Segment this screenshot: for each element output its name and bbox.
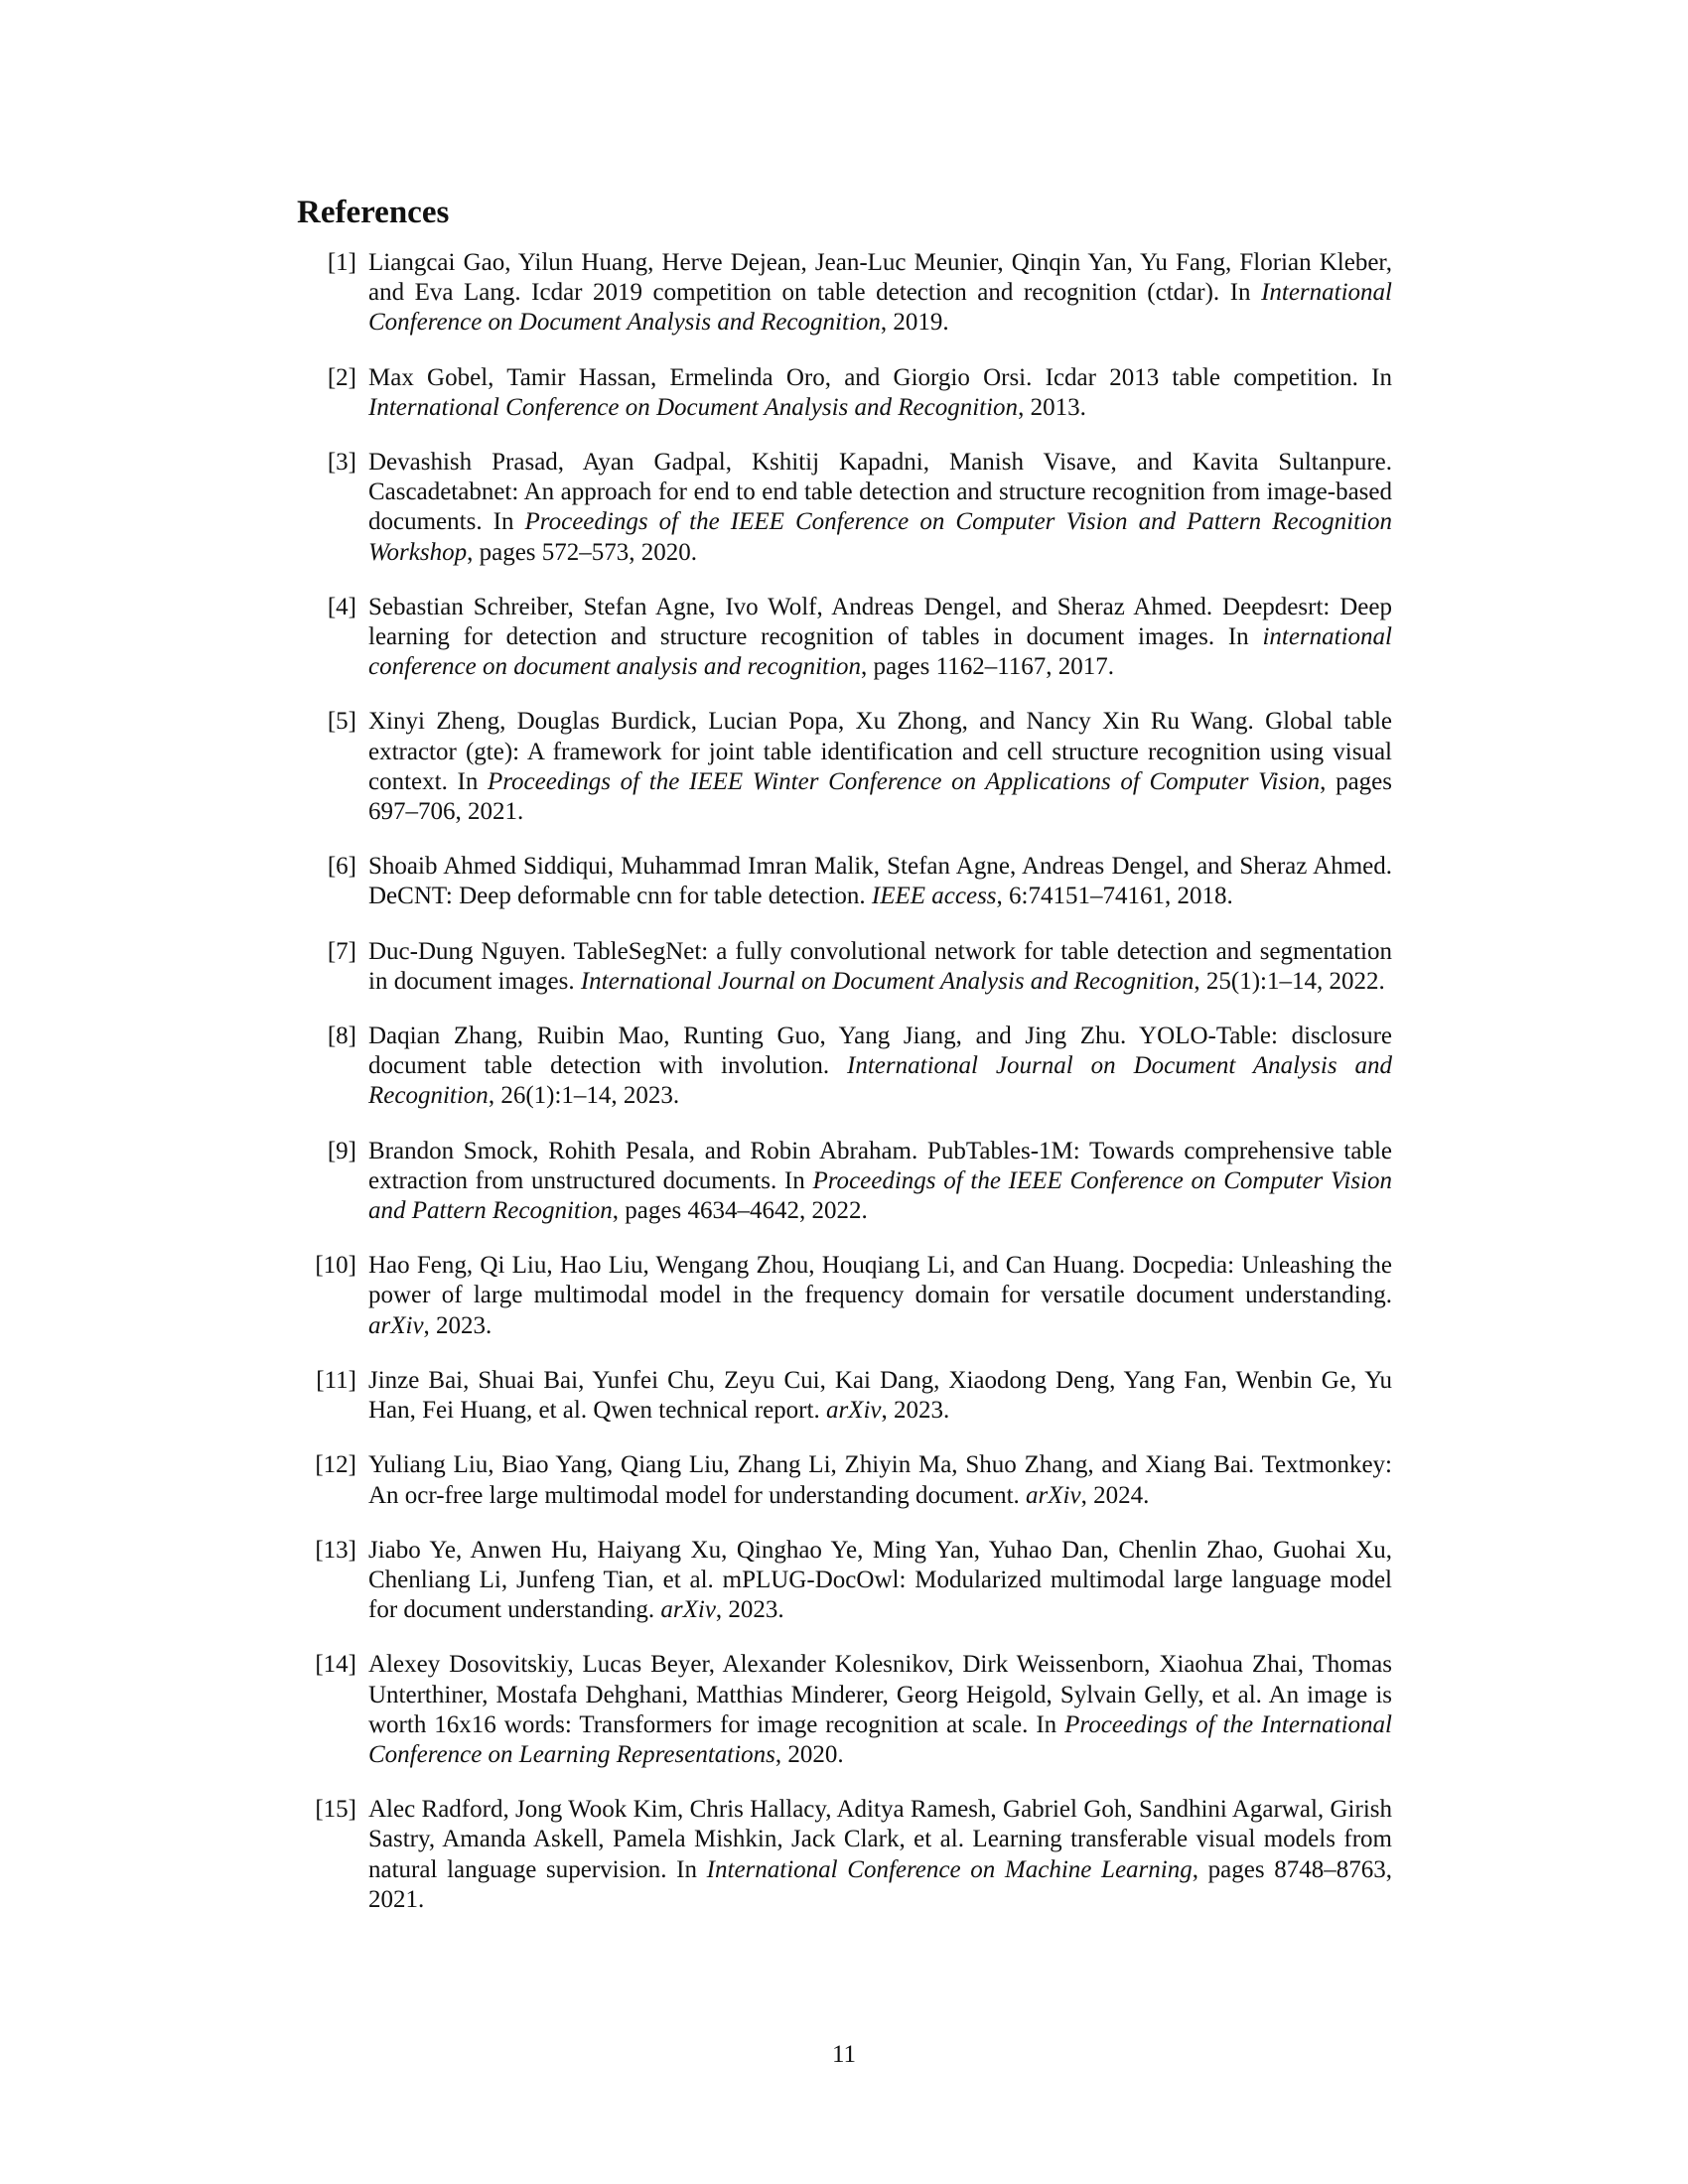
reference-details: , 2019. [880,309,949,337]
reference-details: , 2020. [774,1740,844,1768]
reference-details: , 2023. [881,1397,950,1425]
reference-authors-title: Alec Radford, Jong Wook Kim, Chris Hallacy, Aditya Ramesh, Gabriel Goh, Sandhini Agarwal, Girish Sastry, Amanda Askell, Pamela Mishkin, Jack Clark, et al. Learning transferable visual models from natural language supervision. In [368,1796,1392,1883]
reference-number: [8] [327,1023,356,1050]
reference-venue: International Journal on Document Analysis and Recognition [368,1052,1392,1110]
reference-item [297,593,1392,683]
reference-authors-title: Xinyi Zheng, Douglas Burdick, Lucian Popa, Xu Zhong, and Nancy Xin Ru Wang. Global table extractor (gte): A framework for joint table identification and cell structure recognition using visual context. In [368,708,1392,795]
reference-number: [15] [315,1796,356,1824]
reference-item [297,1795,1392,1915]
reference-authors-title: Hao Feng, Qi Liu, Hao Liu, Wengang Zhou, Houqiang Li, and Can Huang. Docpedia: Unleashing the power of large multimodal model in the frequency domain for versatile document understanding. [368,1252,1392,1309]
reference-number: [11] [316,1366,356,1394]
reference-text [368,1451,1392,1508]
reference-number: [6] [327,853,356,881]
reference-text [368,1651,1392,1768]
page-number: 11 [831,2041,857,2068]
reference-details: , 6:74151–74161, 2018. [996,883,1233,910]
reference-details: , 26(1):1–14, 2023. [488,1082,680,1110]
reference-text [368,364,1392,421]
reference-authors-title: Shoaib Ahmed Siddiqui, Muhammad Imran Malik, Stefan Agne, Andreas Dengel, and Sheraz Ahmed. DeCNT: Deep deformable cnn for table detection. [368,853,1392,910]
reference-number: [10] [315,1252,356,1280]
reference-venue: arXiv [1026,1481,1081,1509]
reference-authors-title: Liangcai Gao, Yilun Huang, Herve Dejean, Jean-Luc Meunier, Qinqin Yan, Yu Fang, Florian Kleber, and Eva Lang. Icdar 2019 competition on table detection and recognition (ctdar). In [368,249,1392,307]
reference-authors-title: Sebastian Schreiber, Stefan Agne, Ivo Wolf, Andreas Dengel, and Sheraz Ahmed. Deepdesrt: Deep learning for detection and structure recognition of tables in document images. In [368,593,1392,651]
reference-item [297,1137,1392,1227]
reference-details: , 2024. [1080,1481,1150,1509]
reference-text [368,853,1392,909]
section-title: References [297,195,450,230]
reference-text [368,449,1392,566]
reference-authors-title: Jinze Bai, Shuai Bai, Yunfei Chu, Zeyu Cui, Kai Dang, Xiaodong Deng, Yang Fan, Wenbin Ge, Yu Han, Fei Huang, et al. Qwen technical report. [368,1366,1392,1425]
reference-venue: IEEE access [871,883,997,910]
reference-venue: arXiv [368,1311,424,1339]
reference-text [368,938,1392,995]
reference-venue: Proceedings of the IEEE Winter Conference on Applications of Computer Vision [487,767,1321,795]
reference-item [297,1251,1392,1341]
reference-number: [5] [327,708,356,736]
reference-item [297,248,1392,339]
reference-number: [7] [327,937,356,965]
reference-text [368,1138,1392,1224]
reference-authors-title: Daqian Zhang, Ruibin Mao, Runting Guo, Yang Jiang, and Jing Zhu. YOLO-Table: disclosure document table detection with involution. [368,1023,1392,1080]
reference-item [297,1366,1392,1426]
reference-item [297,707,1392,827]
reference-details: , 2023. [423,1311,492,1339]
reference-list [297,248,1392,1940]
reference-details: , pages 8748–8763, 2021. [368,1855,1392,1913]
reference-venue: International Conference on Machine Learning [706,1855,1193,1883]
reference-venue: International Journal on Document Analysis and Recognition [580,967,1195,995]
reference-venue: International Conference on Document Analysis and Recognition [368,279,1392,337]
reference-item [297,937,1392,997]
reference-item [297,852,1392,911]
reference-details: , pages 572–573, 2020. [467,538,698,566]
reference-number: [3] [327,449,356,477]
reference-text [368,708,1392,825]
reference-venue: arXiv [825,1397,882,1425]
reference-item [297,1536,1392,1626]
reference-venue: International Conference on Document Analysis and Recognition [368,393,1019,421]
reference-number: [13] [315,1536,356,1564]
reference-venue: Proceedings of the IEEE Conference on Computer Vision and Pattern Recognition Workshop [368,508,1393,566]
reference-item [297,363,1392,423]
reference-authors-title: Devashish Prasad, Ayan Gadpal, Kshitij Kapadni, Manish Visave, and Kavita Sultanpure. Cascadetabnet: An approach for end to end table detection and structure recognition from image-based documents. In [368,449,1392,536]
reference-authors-title: Alexey Dosovitskiy, Lucas Beyer, Alexander Kolesnikov, Dirk Weissenborn, Xiaohua Zhai, Thomas Unterthiner, Mostafa Dehghani, Matthias Minderer, Georg Heigold, Sylvain Gelly, et al. An image is worth 16x16 words: Transformers for image recognition at scale. In [368,1651,1392,1738]
reference-details: , pages 1162–1167, 2017. [860,653,1115,681]
reference-authors-title: Jiabo Ye, Anwen Hu, Haiyang Xu, Qinghao Ye, Ming Yan, Yuhao Dan, Chenlin Zhao, Guohai Xu, Chenliang Li, Junfeng Tian, et al. mPLUG-DocOwl: Modularized multimodal large language model for document understanding. [368,1536,1392,1624]
reference-item [297,448,1392,568]
reference-text [368,249,1392,336]
reference-details: , 2023. [715,1596,784,1624]
reference-text [368,1023,1392,1109]
reference-text [368,1367,1392,1424]
reference-authors-title: Duc-Dung Nguyen. TableSegNet: a fully convolutional network for table detection and segmentation in document images. [368,937,1392,995]
reference-item [297,1022,1392,1112]
reference-venue: arXiv [660,1596,716,1624]
reference-text [368,1796,1392,1913]
reference-text [368,1537,1392,1623]
reference-number: [9] [327,1137,356,1164]
reference-number: [2] [327,363,356,391]
reference-text [368,1252,1392,1338]
reference-authors-title: Max Gobel, Tamir Hassan, Ermelinda Oro, and Giorgio Orsi. Icdar 2013 table competition. In [368,363,1392,391]
reference-details: , 2013. [1018,393,1086,421]
reference-details: , 25(1):1–14, 2022. [1194,967,1385,995]
reference-number: [14] [315,1651,356,1679]
reference-number: [12] [315,1451,356,1479]
reference-text [368,594,1392,680]
reference-venue: international conference on document analysis and recognition [368,623,1392,681]
reference-number: [1] [327,249,356,276]
reference-item [297,1650,1392,1770]
reference-number: [4] [327,593,356,620]
reference-authors-title: Brandon Smock, Rohith Pesala, and Robin Abraham. PubTables-1M: Towards comprehensive table extraction from unstructured documents. In [368,1137,1392,1194]
reference-venue: Proceedings of the International Conference on Learning Representations [368,1710,1392,1768]
reference-details: , pages 697–706, 2021. [368,767,1392,826]
reference-details: , pages 4634–4642, 2022. [612,1197,868,1225]
reference-item [297,1450,1392,1510]
reference-authors-title: Yuliang Liu, Biao Yang, Qiang Liu, Zhang Li, Zhiyin Ma, Shuo Zhang, and Xiang Bai. Textmonkey: An ocr-free large multimodal model for understanding document. [368,1451,1392,1509]
reference-venue: Proceedings of the IEEE Conference on Computer Vision and Pattern Recognition [368,1166,1392,1225]
